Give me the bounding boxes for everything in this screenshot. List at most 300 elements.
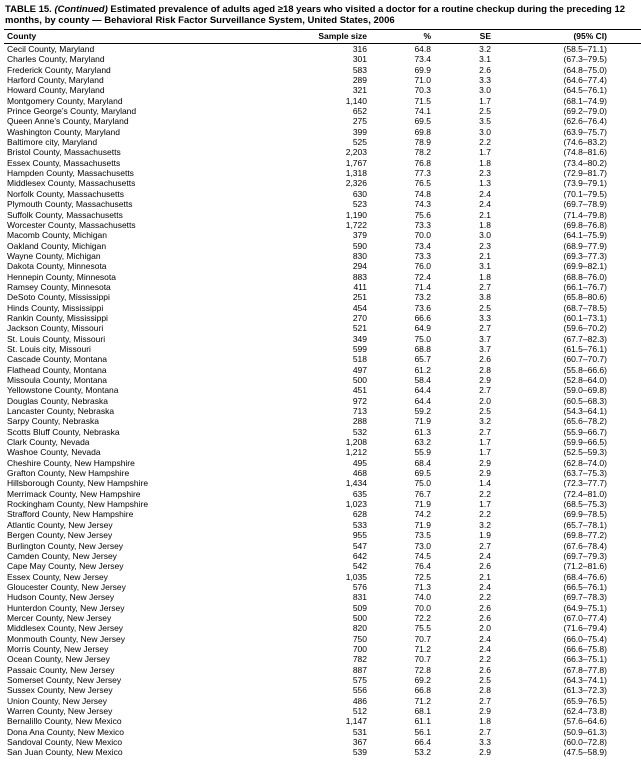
percent-cell: 56.1 <box>414 726 431 737</box>
county-cell: Frederick County, Maryland <box>7 64 111 75</box>
se-cell: 3.2 <box>479 519 491 530</box>
ci-cell: (73.4–80.2) <box>563 157 607 168</box>
percent-cell: 76.8 <box>414 157 431 168</box>
sample-size-cell: 500 <box>352 375 367 385</box>
table-header-row <box>4 30 641 44</box>
column-header-percent: % <box>379 30 441 44</box>
se-cell: 3.3 <box>479 312 491 323</box>
se-cell: 3.2 <box>479 416 491 427</box>
ci-cell: (72.4–81.0) <box>563 488 607 499</box>
se-cell: 3.3 <box>479 737 491 748</box>
sample-size-cell: 1,035 <box>345 571 367 582</box>
ci-cell: (63.9–75.7) <box>563 126 607 137</box>
percent-cell: 61.2 <box>414 364 431 375</box>
sample-size-cell: 972 <box>352 395 367 406</box>
county-cell: Douglas County, Nebraska <box>7 395 108 406</box>
county-cell: Oakland County, Michigan <box>7 240 107 251</box>
sample-size-cell: 955 <box>352 530 367 541</box>
percent-cell: 64.4 <box>414 395 431 406</box>
sample-size-cell: 547 <box>352 540 367 551</box>
county-cell: Scotts Bluff County, Nebraska <box>7 426 120 437</box>
county-cell: Hinds County, Mississippi <box>7 302 104 313</box>
se-cell: 2.9 <box>479 747 491 758</box>
column-header-ci: (95% CI) <box>496 30 641 44</box>
table-row <box>4 747 641 757</box>
table-row <box>4 158 641 168</box>
table-row <box>4 489 641 499</box>
sample-size-cell: 542 <box>352 561 367 572</box>
table-row <box>4 447 641 457</box>
table-row <box>4 665 641 675</box>
county-cell: Harford County, Maryland <box>7 75 104 86</box>
se-cell: 3.7 <box>479 343 491 354</box>
ci-cell: (54.3–64.1) <box>563 406 607 417</box>
percent-cell: 72.8 <box>414 664 431 675</box>
table-row <box>4 365 641 375</box>
table-row <box>4 334 641 344</box>
percent-cell: 74.8 <box>414 188 431 199</box>
table-header <box>4 30 641 44</box>
se-cell: 2.4 <box>479 550 491 561</box>
ci-cell: (68.4–76.6) <box>563 571 607 582</box>
sample-size-cell: 500 <box>352 612 367 623</box>
ci-cell: (68.8–76.0) <box>563 271 607 282</box>
ci-cell: (69.3–77.3) <box>563 250 607 261</box>
ci-cell: (69.8–77.2) <box>563 530 607 541</box>
ci-cell: (69.7–78.9) <box>563 199 607 210</box>
sample-size-cell: 700 <box>352 643 367 654</box>
sample-size-cell: 830 <box>352 250 367 261</box>
se-cell: 2.6 <box>479 354 491 365</box>
column-header-county: County <box>4 30 299 44</box>
se-cell: 1.3 <box>479 178 491 189</box>
percent-cell: 75.0 <box>414 478 431 489</box>
percent-cell: 61.1 <box>414 716 431 727</box>
table-row <box>4 541 641 551</box>
sample-size-cell: 289 <box>352 75 367 86</box>
percent-cell: 73.0 <box>414 540 431 551</box>
ci-cell: (64.9–75.1) <box>563 602 607 613</box>
table-row <box>4 178 641 188</box>
table-row <box>4 603 641 613</box>
sample-size-cell: 379 <box>352 230 367 241</box>
se-cell: 1.9 <box>479 530 491 541</box>
table-row <box>4 468 641 478</box>
table-row <box>4 261 641 271</box>
se-cell: 1.4 <box>479 478 491 489</box>
table-row <box>4 54 641 64</box>
percent-cell: 71.2 <box>414 695 431 706</box>
table-title-continued: (Continued) <box>54 4 108 15</box>
se-cell: 2.7 <box>479 385 491 396</box>
county-cell: Macomb County, Michigan <box>7 230 107 241</box>
sample-size-cell: 652 <box>352 106 367 117</box>
percent-cell: 75.0 <box>414 333 431 344</box>
ci-cell: (64.6–77.4) <box>563 75 607 86</box>
percent-cell: 74.0 <box>414 592 431 603</box>
sample-size-cell: 1,023 <box>345 499 367 510</box>
county-cell: Essex County, New Jersey <box>7 571 108 582</box>
percent-cell: 70.7 <box>414 654 431 665</box>
ci-cell: (52.5–59.3) <box>563 447 607 458</box>
sample-size-cell: 411 <box>353 281 367 292</box>
sample-size-cell: 1,147 <box>345 716 367 727</box>
se-cell: 2.1 <box>479 250 491 261</box>
se-cell: 2.7 <box>479 281 491 292</box>
ci-cell: (68.7–78.5) <box>563 302 607 313</box>
ci-cell: (58.5–71.1) <box>563 44 607 54</box>
county-cell: St. Louis city, Missouri <box>7 343 91 354</box>
ci-cell: (59.0–69.8) <box>563 385 607 396</box>
table-row <box>4 675 641 685</box>
ci-cell: (55.8–66.6) <box>563 364 607 375</box>
ci-cell: (66.3–75.1) <box>563 654 607 665</box>
se-cell: 2.4 <box>479 643 491 654</box>
ci-cell: (57.6–64.6) <box>563 716 607 727</box>
table-row <box>4 727 641 737</box>
percent-cell: 71.5 <box>414 95 431 106</box>
sample-size-cell: 599 <box>352 343 367 354</box>
se-cell: 2.1 <box>479 209 491 220</box>
county-cell: Jackson County, Missouri <box>7 323 104 334</box>
county-cell: Burlington County, New Jersey <box>7 540 124 551</box>
table-row <box>4 427 641 437</box>
se-cell: 1.8 <box>479 271 491 282</box>
table-row <box>4 106 641 116</box>
percent-cell: 64.9 <box>414 323 431 334</box>
table-row <box>4 282 641 292</box>
se-cell: 1.8 <box>479 716 491 727</box>
percent-cell: 69.2 <box>414 674 431 685</box>
sample-size-cell: 1,208 <box>345 437 367 448</box>
se-cell: 1.7 <box>479 437 491 448</box>
table-row <box>4 147 641 157</box>
sample-size-cell: 509 <box>352 602 367 613</box>
se-cell: 2.6 <box>479 602 491 613</box>
percent-cell: 73.3 <box>414 219 431 230</box>
county-cell: Charles County, Maryland <box>7 54 105 65</box>
percent-cell: 69.8 <box>414 126 431 137</box>
se-cell: 2.2 <box>479 592 491 603</box>
table-row <box>4 634 641 644</box>
sample-size-cell: 575 <box>352 674 367 685</box>
se-cell: 2.5 <box>479 106 491 117</box>
ci-cell: (69.8–76.8) <box>563 219 607 230</box>
percent-cell: 66.6 <box>414 312 431 323</box>
percent-cell: 70.7 <box>414 633 431 644</box>
table-row <box>4 116 641 126</box>
county-cell: Monmouth County, New Jersey <box>7 633 125 644</box>
percent-cell: 75.5 <box>414 623 431 634</box>
county-cell: Missoula County, Montana <box>7 375 108 385</box>
ci-cell: (69.2–79.0) <box>563 106 607 117</box>
sample-size-cell: 495 <box>352 457 367 468</box>
column-header-se: SE <box>441 30 496 44</box>
ci-cell: (71.2–81.6) <box>563 561 607 572</box>
sample-size-cell: 1,190 <box>345 209 367 220</box>
table-row <box>4 572 641 582</box>
county-cell: Worcester County, Massachusetts <box>7 219 136 230</box>
county-cell: Baltimore city, Maryland <box>7 137 98 148</box>
ci-cell: (69.9–82.1) <box>563 261 607 272</box>
se-cell: 2.9 <box>479 706 491 716</box>
county-cell: Hillsborough County, New Hampshire <box>7 478 149 489</box>
table-row <box>4 385 641 395</box>
se-cell: 3.3 <box>479 75 491 86</box>
ci-cell: (59.9–66.5) <box>563 437 607 448</box>
sample-size-cell: 831 <box>352 592 367 603</box>
table-row <box>4 323 641 333</box>
se-cell: 2.8 <box>479 685 491 696</box>
sample-size-cell: 288 <box>352 416 367 427</box>
county-cell: Sandoval County, New Mexico <box>7 737 123 748</box>
ci-cell: (60.0–72.8) <box>563 737 607 748</box>
ci-cell: (60.1–73.1) <box>563 312 607 323</box>
county-cell: Dona Ana County, New Mexico <box>7 726 125 737</box>
table-row <box>4 499 641 509</box>
percent-cell: 78.9 <box>414 137 431 148</box>
percent-cell: 59.2 <box>414 406 431 417</box>
percent-cell: 53.2 <box>414 747 431 758</box>
se-cell: 2.9 <box>479 375 491 385</box>
ci-cell: (71.4–79.8) <box>563 209 607 220</box>
ci-cell: (61.3–72.3) <box>563 685 607 696</box>
percent-cell: 69.9 <box>414 64 431 75</box>
ci-cell: (69.7–78.3) <box>563 592 607 603</box>
se-cell: 2.4 <box>479 633 491 644</box>
table-row <box>4 303 641 313</box>
county-cell: Suffolk County, Massachusetts <box>7 209 123 220</box>
percent-cell: 72.4 <box>414 271 431 282</box>
sample-size-cell: 583 <box>352 64 367 75</box>
county-cell: Bernalillo County, New Mexico <box>7 716 122 727</box>
se-cell: 2.4 <box>479 199 491 210</box>
ci-cell: (65.7–78.1) <box>563 519 607 530</box>
sample-size-cell: 533 <box>352 519 367 530</box>
table-row <box>4 551 641 561</box>
table-row <box>4 654 641 664</box>
table-row <box>4 75 641 85</box>
table-row <box>4 375 641 385</box>
se-cell: 2.0 <box>479 395 491 406</box>
county-cell: Hunterdon County, New Jersey <box>7 602 125 613</box>
sample-size-cell: 270 <box>352 312 367 323</box>
se-cell: 1.7 <box>479 447 491 458</box>
percent-cell: 70.0 <box>414 602 431 613</box>
percent-cell: 76.0 <box>414 261 431 272</box>
sample-size-cell: 556 <box>352 685 367 696</box>
se-cell: 2.6 <box>479 612 491 623</box>
percent-cell: 71.0 <box>414 75 431 86</box>
sample-size-cell: 590 <box>352 240 367 251</box>
ci-cell: (59.6–70.2) <box>563 323 607 334</box>
sample-size-cell: 2,326 <box>345 178 367 189</box>
se-cell: 2.3 <box>479 168 491 179</box>
se-cell: 2.7 <box>479 540 491 551</box>
sample-size-cell: 1,767 <box>345 157 367 168</box>
se-cell: 1.8 <box>479 219 491 230</box>
percent-cell: 69.5 <box>414 468 431 479</box>
se-cell: 3.0 <box>479 85 491 96</box>
se-cell: 3.8 <box>479 292 491 303</box>
ci-cell: (55.9–66.7) <box>563 426 607 437</box>
county-cell: Mercer County, New Jersey <box>7 612 112 623</box>
table-row <box>4 272 641 282</box>
percent-cell: 70.0 <box>414 230 431 241</box>
percent-cell: 76.4 <box>414 561 431 572</box>
table-row <box>4 458 641 468</box>
county-cell: Rockingham County, New Hampshire <box>7 499 149 510</box>
ci-cell: (68.1–74.9) <box>563 95 607 106</box>
sample-size-cell: 883 <box>352 271 367 282</box>
ci-cell: (72.3–77.7) <box>563 478 607 489</box>
percent-cell: 72.2 <box>414 612 431 623</box>
percent-cell: 77.3 <box>414 168 431 179</box>
percent-cell: 72.5 <box>414 571 431 582</box>
sample-size-cell: 630 <box>352 188 367 199</box>
sample-size-cell: 628 <box>352 509 367 520</box>
ci-cell: (67.3–79.5) <box>563 54 607 65</box>
county-cell: Dakota County, Minnesota <box>7 261 107 272</box>
county-cell: Cape May County, New Jersey <box>7 561 124 572</box>
table-row <box>4 696 641 706</box>
table-row <box>4 210 641 220</box>
table-row <box>4 241 641 251</box>
sample-size-cell: 1,318 <box>345 168 367 179</box>
table-row <box>4 251 641 261</box>
table-row <box>4 85 641 95</box>
se-cell: 1.7 <box>479 499 491 510</box>
table-row <box>4 396 641 406</box>
se-cell: 2.8 <box>479 364 491 375</box>
table-body <box>4 44 641 758</box>
table-title <box>4 3 637 29</box>
percent-cell: 74.5 <box>414 550 431 561</box>
sample-size-cell: 523 <box>352 199 367 210</box>
county-cell: Rankin County, Mississippi <box>7 312 108 323</box>
sample-size-cell: 251 <box>352 292 367 303</box>
se-cell: 2.1 <box>479 571 491 582</box>
table-row <box>4 644 641 654</box>
county-cell: Strafford County, New Hampshire <box>7 509 134 520</box>
percent-cell: 73.2 <box>414 292 431 303</box>
county-cell: Yellowstone County, Montana <box>7 385 119 396</box>
county-cell: Flathead County, Montana <box>7 364 107 375</box>
ci-cell: (65.8–80.6) <box>563 292 607 303</box>
table-row <box>4 561 641 571</box>
percent-cell: 71.2 <box>414 643 431 654</box>
county-cell: Bristol County, Massachusetts <box>7 147 121 158</box>
ci-cell: (73.9–79.1) <box>563 178 607 189</box>
ci-cell: (62.4–73.8) <box>563 706 607 716</box>
percent-cell: 73.3 <box>414 250 431 261</box>
se-cell: 1.7 <box>479 95 491 106</box>
table-row <box>4 416 641 426</box>
county-cell: Gloucester County, New Jersey <box>7 581 126 592</box>
table-row <box>4 44 641 55</box>
percent-cell: 69.5 <box>414 116 431 127</box>
county-cell: St. Louis County, Missouri <box>7 333 106 344</box>
county-cell: Plymouth County, Massachusetts <box>7 199 133 210</box>
ci-cell: (67.0–77.4) <box>563 612 607 623</box>
percent-cell: 66.8 <box>414 685 431 696</box>
county-cell: Hudson County, New Jersey <box>7 592 115 603</box>
se-cell: 3.0 <box>479 230 491 241</box>
se-cell: 2.3 <box>479 240 491 251</box>
se-cell: 2.2 <box>479 137 491 148</box>
county-cell: Ocean County, New Jersey <box>7 654 110 665</box>
ci-cell: (69.7–79.3) <box>563 550 607 561</box>
sample-size-cell: 576 <box>352 581 367 592</box>
ci-cell: (65.6–78.2) <box>563 416 607 427</box>
sample-size-cell: 531 <box>352 726 367 737</box>
se-cell: 2.6 <box>479 64 491 75</box>
ci-cell: (61.5–76.1) <box>563 343 607 354</box>
table-title-label: TABLE 15. <box>5 4 52 15</box>
county-cell: Prince George’s County, Maryland <box>7 106 137 117</box>
percent-cell: 65.7 <box>414 354 431 365</box>
se-cell: 3.7 <box>479 333 491 344</box>
county-cell: Wayne County, Michigan <box>7 250 101 261</box>
county-cell: Clark County, Nevada <box>7 437 90 448</box>
table-row <box>4 354 641 364</box>
sample-size-cell: 1,212 <box>345 447 367 458</box>
sample-size-cell: 1,140 <box>345 95 367 106</box>
sample-size-cell: 367 <box>352 737 367 748</box>
ci-cell: (67.6–78.4) <box>563 540 607 551</box>
ci-cell: (74.6–83.2) <box>563 137 607 148</box>
percent-cell: 68.4 <box>414 457 431 468</box>
se-cell: 2.0 <box>479 623 491 634</box>
percent-cell: 73.4 <box>414 54 431 65</box>
table-row <box>4 137 641 147</box>
sample-size-cell: 642 <box>352 550 367 561</box>
table-row <box>4 292 641 302</box>
percent-cell: 71.9 <box>414 519 431 530</box>
ci-cell: (67.8–77.8) <box>563 664 607 675</box>
ci-cell: (60.7–70.7) <box>563 354 607 365</box>
sample-size-cell: 486 <box>352 695 367 706</box>
county-cell: San Juan County, New Mexico <box>7 747 123 758</box>
county-cell: Lancaster County, Nebraska <box>7 406 115 417</box>
table-row <box>4 199 641 209</box>
percent-cell: 76.5 <box>414 178 431 189</box>
sample-size-cell: 635 <box>352 488 367 499</box>
sample-size-cell: 1,722 <box>345 219 367 230</box>
table-row <box>4 220 641 230</box>
column-header-sample-size: Sample size <box>299 30 379 44</box>
ci-cell: (64.1–75.9) <box>563 230 607 241</box>
se-cell: 2.5 <box>479 674 491 685</box>
se-cell: 3.1 <box>479 54 491 65</box>
table-row <box>4 520 641 530</box>
table-row <box>4 478 641 488</box>
se-cell: 2.7 <box>479 323 491 334</box>
ci-cell: (67.7–82.3) <box>563 333 607 344</box>
sample-size-cell: 1,434 <box>345 478 367 489</box>
county-cell: Sarpy County, Nebraska <box>7 416 99 427</box>
ci-cell: (64.3–74.1) <box>563 674 607 685</box>
sample-size-cell: 349 <box>352 333 367 344</box>
sample-size-cell: 750 <box>352 633 367 644</box>
se-cell: 2.4 <box>479 581 491 592</box>
percent-cell: 71.9 <box>414 499 431 510</box>
county-cell: Ramsey County, Minnesota <box>7 281 111 292</box>
se-cell: 2.7 <box>479 426 491 437</box>
table-row <box>4 530 641 540</box>
ci-cell: (70.1–79.5) <box>563 188 607 199</box>
percent-cell: 73.5 <box>414 530 431 541</box>
